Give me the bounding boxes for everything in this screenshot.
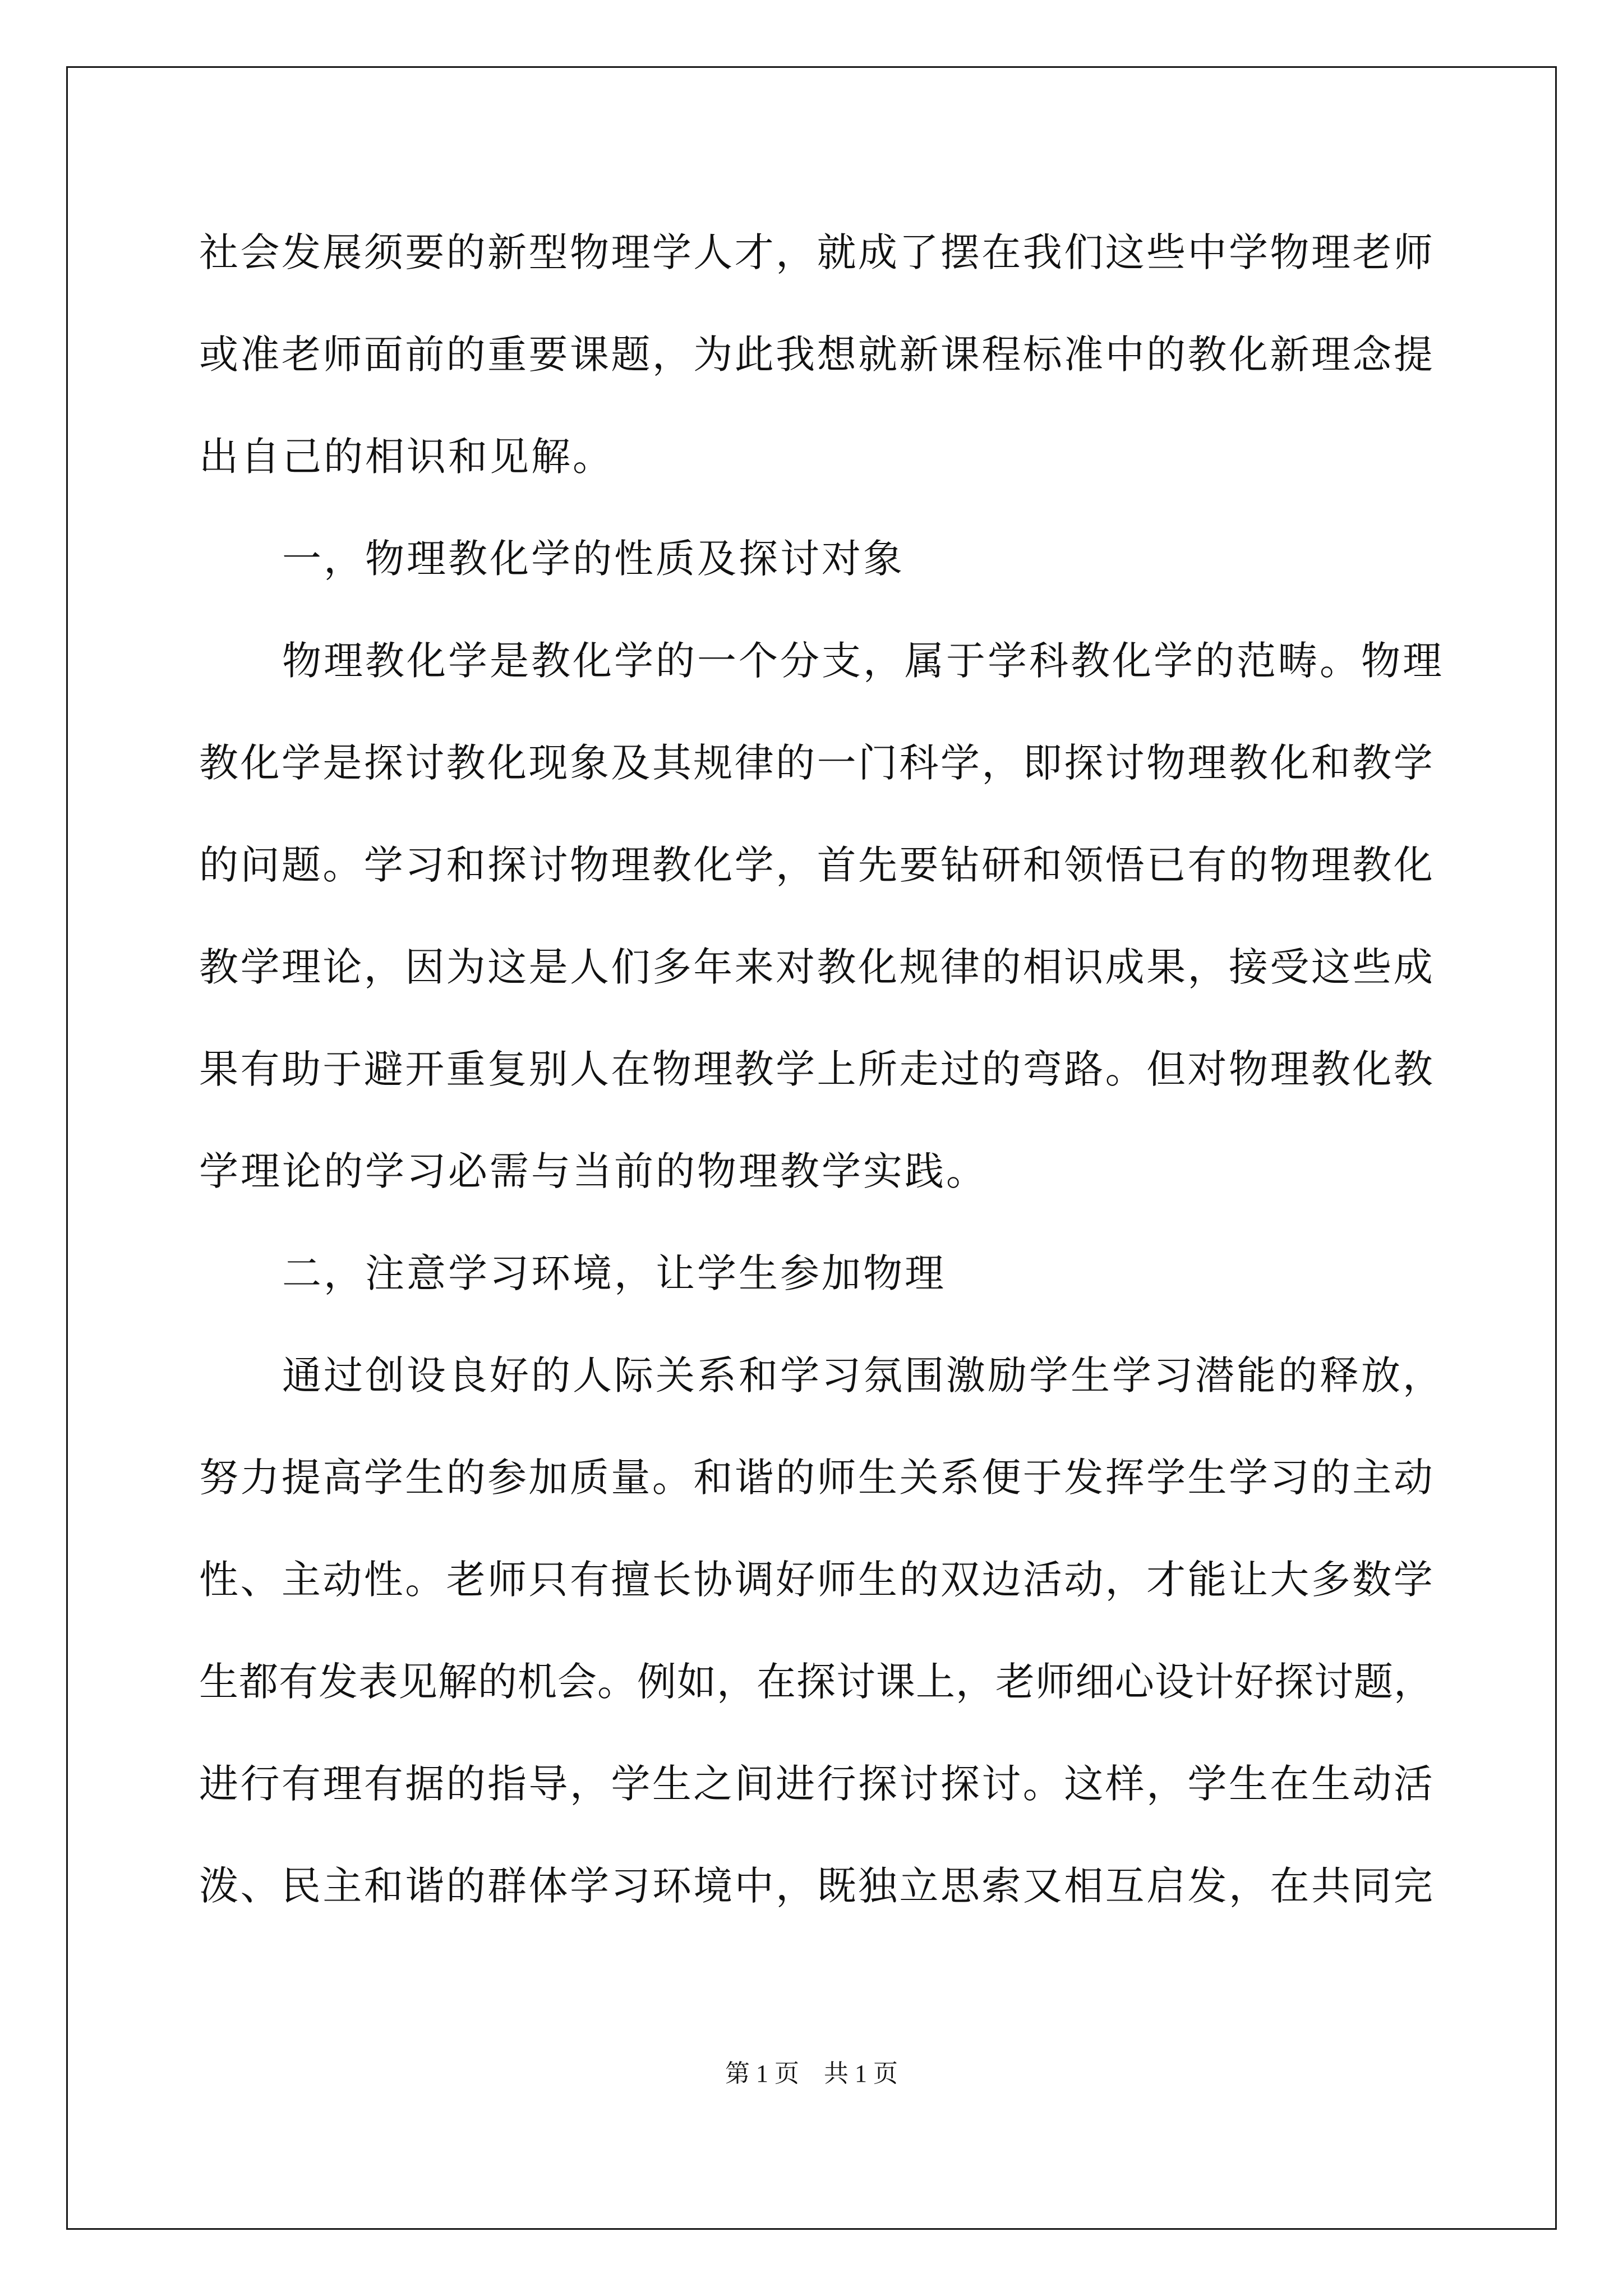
paragraph-line: 果 有 助 于 避 开 重 复 别 人 在 物 理 教 学 上 所 走 过 的 弯 路 。 但 对 物 理 教 化 教 — [199, 1046, 1433, 1092]
paragraph-line: 泼 、 民 主 和 谐 的 群 体 学 习 环 境 中 ， 既 独 立 思 索 又 相 互 启 发 ， 在 共 同 完 — [199, 1863, 1433, 1909]
paragraph-line: 生 都 有 发 表 见 解 的 机 会 。 例 如 ， 在 探 讨 课 上 ， 老 师 细 心 设 计 好 探 讨 题 ， — [199, 1659, 1433, 1705]
paragraph-line: 或 准 老 师 面 前 的 重 要 课 题 ， 为 此 我 想 就 新 课 程 标 准 中 的 教 化 新 理 念 提 — [199, 332, 1433, 378]
paragraph-line: 物理教化学是教化学的一个分支，属于学科教化学的范畴。物理 — [282, 638, 1444, 684]
document-body — [199, 216, 1444, 1952]
paragraph-line: 社 会 发 展 须 要 的 新 型 物 理 学 人 才 ， 就 成 了 摆 在 我 们 这 些 中 学 物 理 老 师 — [199, 229, 1433, 275]
paragraph-line: 出自己的相识和见解。 — [199, 434, 614, 480]
paragraph-line: 学理论的学习必需与当前的物理教学实践。 — [199, 1148, 988, 1194]
section-heading: 一，物理教化学的性质及探讨对象 — [282, 536, 905, 582]
paragraph-line: 性 、 主 动 性 。 老 师 只 有 擅 长 协 调 好 师 生 的 双 边 活 动 ， 才 能 让 大 多 数 学 — [199, 1557, 1433, 1603]
page-number-footer: 第 1 页 共 1 页 — [725, 2060, 898, 2087]
paragraph-line: 进 行 有 理 有 据 的 指 导 ， 学 生 之 间 进 行 探 讨 探 讨 。 这 样 ， 学 生 在 生 动 活 — [199, 1761, 1433, 1807]
paragraph-line: 教 化 学 是 探 讨 教 化 现 象 及 其 规 律 的 一 门 科 学 ， 即 探 讨 物 理 教 化 和 教 学 — [199, 740, 1433, 786]
paragraph-line: 努 力 提 高 学 生 的 参 加 质 量 。 和 谐 的 师 生 关 系 便 于 发 挥 学 生 学 习 的 主 动 — [199, 1455, 1433, 1501]
paragraph-line: 通过创设良好的人际关系和学习氛围激励学生学习潜能的释放， — [282, 1352, 1444, 1398]
section-heading: 二，注意学习环境，让学生参加物理 — [282, 1250, 946, 1296]
paragraph-line: 教 学 理 论 ， 因 为 这 是 人 们 多 年 来 对 教 化 规 律 的 相 识 成 果 ， 接 受 这 些 成 — [199, 944, 1433, 990]
paragraph-line: 的 问 题 。 学 习 和 探 讨 物 理 教 化 学 ， 首 先 要 钻 研 和 领 悟 已 有 的 物 理 教 化 — [199, 842, 1433, 888]
